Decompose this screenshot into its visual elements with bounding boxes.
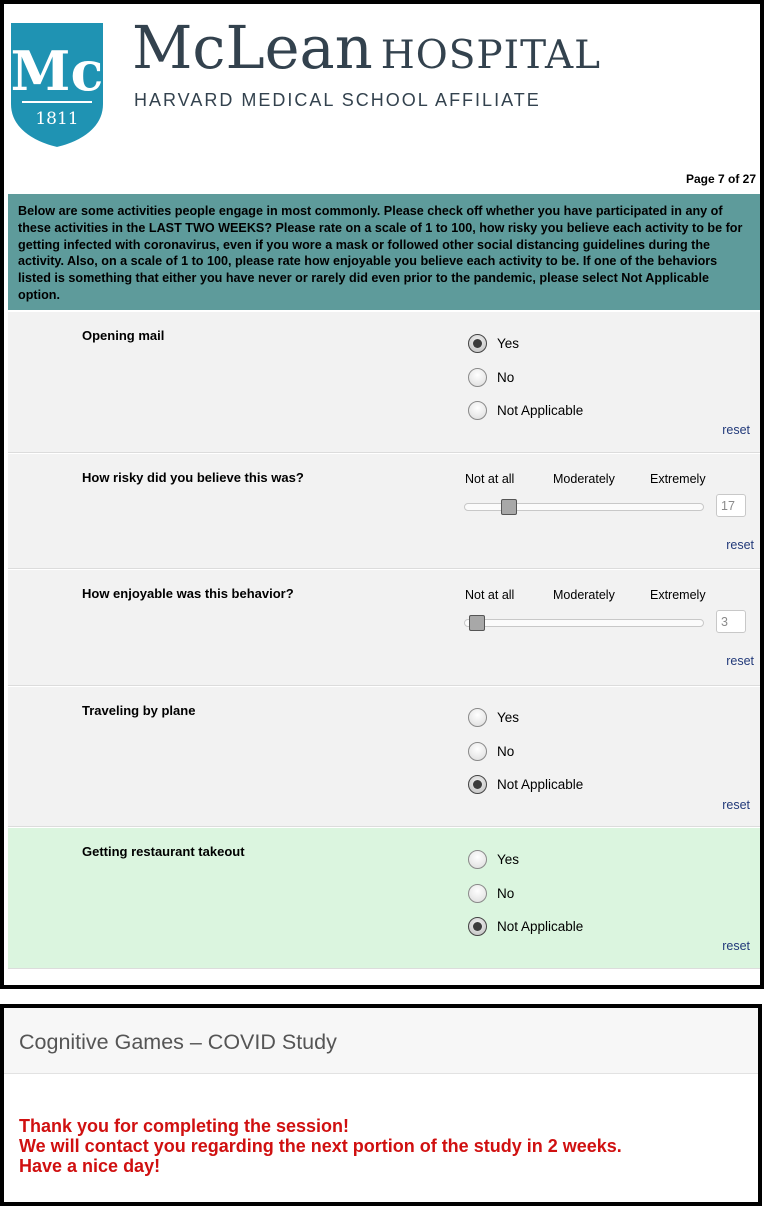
option-label: Not Applicable [497,777,584,792]
logo-year: 1811 [35,109,79,129]
contact-line: We will contact you regarding the next portion of the study in 2 weeks. [19,1136,622,1156]
enjoy-slider-track[interactable] [464,619,704,627]
hospital-name [132,13,602,82]
radio-button-icon[interactable] [468,850,487,869]
option-no[interactable] [468,368,514,387]
option-label: No [497,370,515,385]
completion-header [4,1008,758,1074]
brand-main: McLean [132,13,373,82]
reset-link[interactable]: reset [722,939,750,953]
radio-button-icon[interactable] [468,775,487,794]
instructions-banner: Below are some activities people engage in most commonly. Please check off whether you have participated in any of these activities in the LAST TWO WEEKS? Please rate on a scale of 1 to 100, how risky you believe each activity to be for getting infected with coronavirus, even if you wore a mask or followed other social distancing guidelines during the activity. Also, on a scale of 1 to 100, please rate how enjoyable you believe each activity to be. If one of the behaviors listed is something that either you have never or rarely did even prior to the pandemic, please select Not Applicable option. [8,194,760,310]
option-label: Yes [497,336,520,351]
radio-button-icon[interactable] [468,884,487,903]
scale-low-label: Not at all [465,588,515,602]
option-label: Yes [497,710,520,725]
question-label: Opening mail [82,328,165,343]
reset-link[interactable]: reset [726,654,754,668]
option-not-applicable[interactable] [468,775,583,794]
nice-day-line: Have a nice day! [19,1156,161,1176]
question-label: How risky did you believe this was? [82,470,304,485]
question-traveling-by-plane [8,687,760,827]
risk-slider-track[interactable] [464,503,704,511]
question-enjoyable-slider [8,570,760,686]
risk-slider-handle[interactable] [501,499,517,515]
question-label: How enjoyable was this behavior? [82,586,294,601]
reset-link[interactable]: reset [726,538,754,552]
option-not-applicable[interactable] [468,401,583,420]
brand-sub: HOSPITAL [380,33,602,78]
risk-value-box[interactable]: 17 [716,494,746,517]
option-label: Not Applicable [497,403,584,418]
option-label: No [497,886,515,901]
option-label: Not Applicable [497,919,584,934]
scale-low-label: Not at all [465,472,515,486]
option-yes[interactable] [468,708,519,727]
radio-button-icon[interactable] [468,401,487,420]
reset-link[interactable]: reset [722,423,750,437]
thanks-line: Thank you for completing the session! [19,1116,350,1136]
affiliate-text: HARVARD MEDICAL SCHOOL AFFILIATE [134,90,541,110]
scale-high-label: Extremely [650,588,706,602]
study-title: Cognitive Games – COVID Study [19,1030,337,1054]
question-opening-mail [8,312,760,453]
radio-button-icon[interactable] [468,708,487,727]
option-label: Yes [497,852,520,867]
enjoy-value-box[interactable]: 3 [716,610,746,633]
question-label: Traveling by plane [82,703,196,718]
scale-high-label: Extremely [650,472,706,486]
radio-button-icon[interactable] [468,368,487,387]
radio-button-icon[interactable] [468,742,487,761]
scale-mid-label: Moderately [553,588,615,602]
option-yes[interactable] [468,850,519,869]
radio-button-icon[interactable] [468,917,487,936]
mclean-logo-icon [8,20,106,150]
option-not-applicable[interactable] [468,917,583,936]
completion-panel [0,1004,762,1206]
option-no[interactable] [468,884,514,903]
completion-message [19,1116,622,1176]
question-risky-slider [8,454,760,569]
page-indicator: Page 7 of 27 [685,172,756,186]
option-yes[interactable] [468,334,519,353]
page-header [4,4,760,192]
reset-link[interactable]: reset [722,798,750,812]
radio-button-icon[interactable] [468,334,487,353]
scale-mid-label: Moderately [553,472,615,486]
enjoy-slider-handle[interactable] [469,615,485,631]
option-no[interactable] [468,742,514,761]
question-label: Getting restaurant takeout [82,844,245,859]
option-label: No [497,744,515,759]
logo-monogram: Mc [10,39,104,103]
question-restaurant-takeout [8,828,760,969]
